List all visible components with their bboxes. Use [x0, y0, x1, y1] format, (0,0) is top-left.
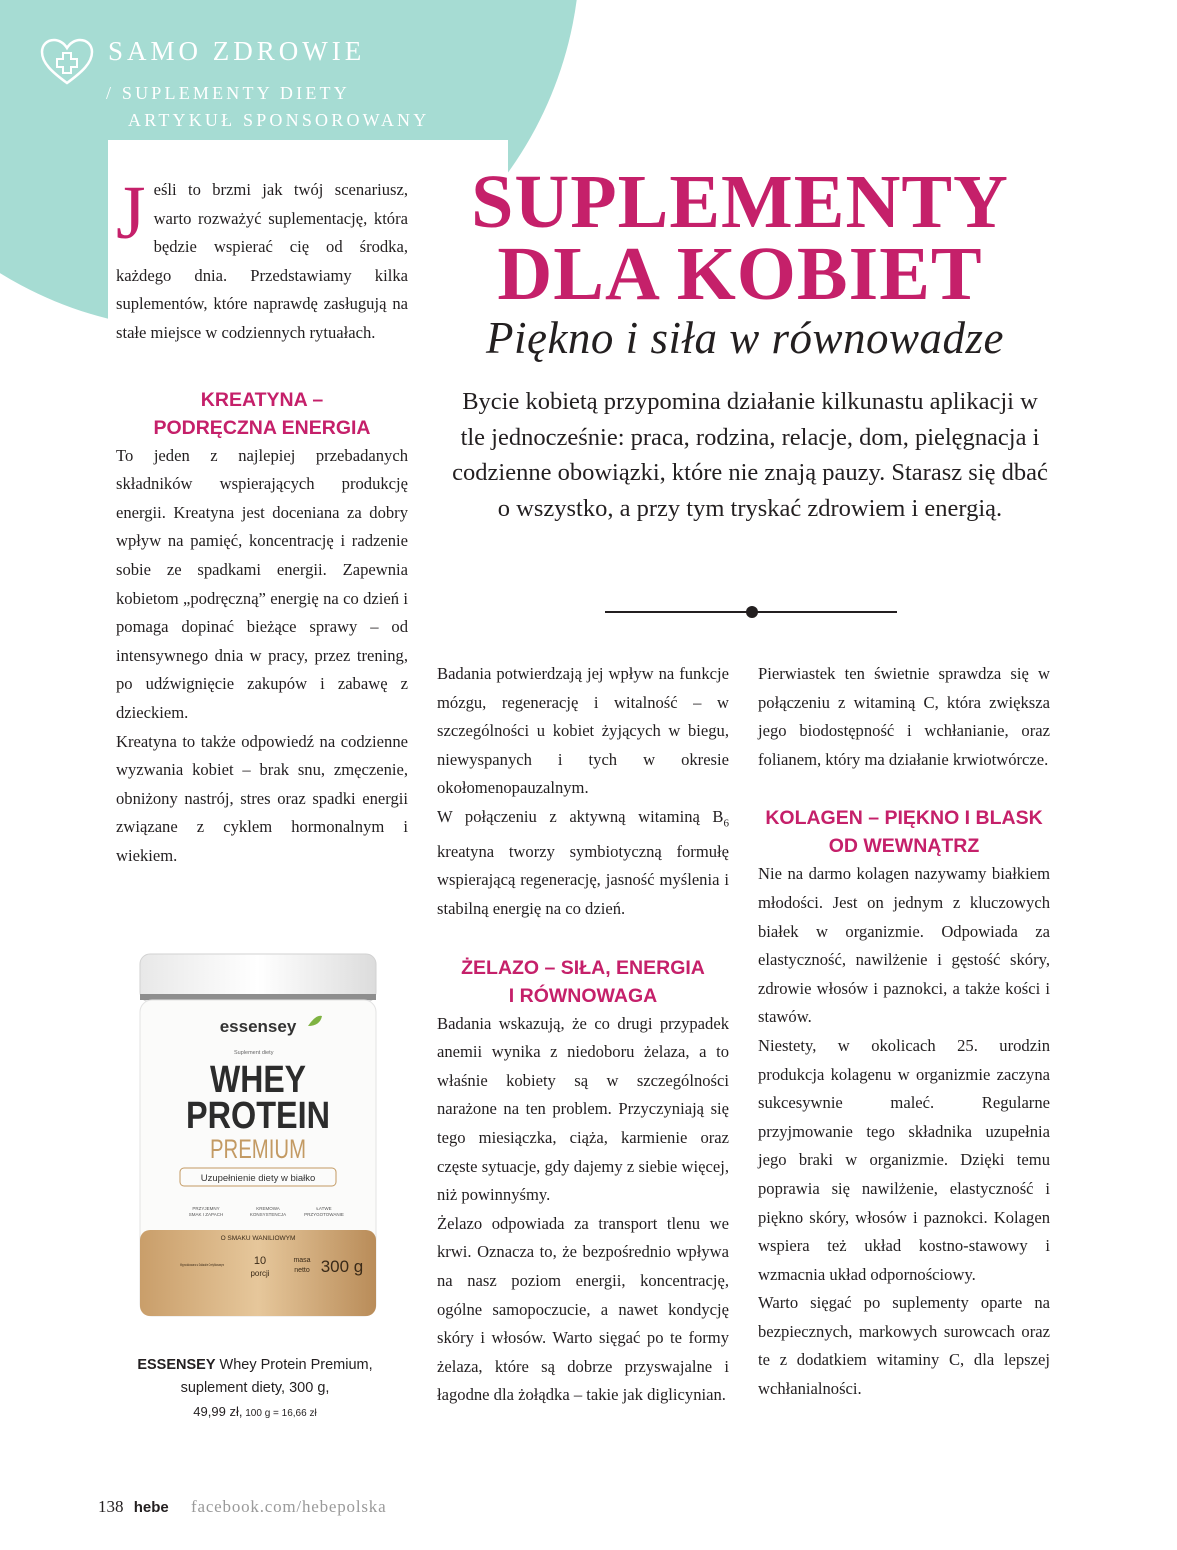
- collagen-heading: [758, 804, 1050, 860]
- product-name-line-3: PREMIUM: [210, 1134, 306, 1164]
- title-line-1: SUPLEMENTY: [471, 160, 1009, 244]
- iron-paragraph-3: Pierwiastek ten świetnie sprawdza się w połączeniu z witaminą C, która zwiększa jego biodostępność i wchłanianie, oraz folianem, który ma działanie krwiotwórcze.: [758, 664, 1050, 769]
- feature-2-line-1: KREMOWA: [256, 1206, 280, 1211]
- caption-name: Whey Protein Premium,: [215, 1357, 373, 1373]
- intro-text: eśli to brzmi jak twój scenariusz, warto rozważyć suplementację, która będzie wspierać cię od środka, każdego dnia. Przedstawiamy kilka suplementów, które naprawdę zasługują na stałe miejsce w codziennych rytuałach.: [116, 180, 408, 342]
- iron-paragraph-2: Żelazo odpowiada za transport tlenu we krwi. Oznacza to, że bezpośrednio wpływa na nasz poziom energii, koncentrację, ogólne samopoczucie, a nawet kondycję skóry i włosów. Warto sięgać po te formy żelaza, które są dobrze przyswajalne i łagodne dla żołądka – takie jak diglicynian.: [437, 1213, 729, 1405]
- product-name-line-2: PROTEIN: [186, 1095, 330, 1137]
- portions-label: porcji: [250, 1269, 270, 1278]
- caption-line-1: [110, 1354, 400, 1377]
- feature-2-line-2: KONSYSTENCJA: [249, 1212, 287, 1217]
- collagen-paragraph-3: Warto sięgać po suplementy oparte na bezpiecznych, markowych surowcach oraz te z dodatkiem witaminy C, dla lepszej wchłanialności.: [758, 1293, 1050, 1399]
- lead-paragraph: Bycie kobietą przypomina działanie kilkunastu aplikacji w tle jednocześnie: praca, rodzina, relacje, dom, pielęgnacja i codzienne obowiązki, które nie znają pauzy. Starasz się dbać o wszystko, a przy tym tryskać zdrowiem i energią.: [452, 388, 1048, 522]
- product-image: [138, 948, 378, 1320]
- caption-brand: ESSENSEY: [137, 1357, 216, 1373]
- creatine-p4-post: kreatyna tworzy symbiotyczną formułę wspierającą regenerację, jasność myślenia i stabilną energię na co dzień.: [437, 841, 729, 919]
- title-line-2: DLA KOBIET: [497, 232, 983, 316]
- column-2: [437, 660, 729, 1410]
- jar-lid-rim: [140, 994, 376, 1000]
- product-flavor: O SMAKU WANILIOWYM: [220, 1235, 296, 1242]
- divider-dot: [746, 606, 758, 618]
- mass-value: 300 g: [320, 1257, 364, 1276]
- page-footer: [98, 1497, 386, 1517]
- facebook-link[interactable]: facebook.com/hebepolska: [191, 1497, 387, 1516]
- iron-heading-line-1: ŻELAZO – SIŁA, ENERGIA: [461, 956, 705, 979]
- caption-line-2: suplement diety, 300 g,: [180, 1380, 330, 1396]
- creatine-heading: [116, 386, 408, 442]
- collagen-heading-line-2: OD WEWNĄTRZ: [828, 835, 980, 858]
- page-number: 138: [98, 1497, 124, 1516]
- dropcap: J: [116, 171, 146, 255]
- feature-1-line-2: SMAK I ZAPACH: [188, 1212, 224, 1217]
- section-subtitle: [106, 80, 429, 134]
- product-brand-logo: essensey: [219, 1017, 297, 1036]
- sponsored-label: ARTYKUŁ SPONSOROWANY: [128, 110, 430, 130]
- feature-1-line-1: PRZYJEMNY: [192, 1206, 220, 1211]
- product-name-line-1: WHEY: [210, 1059, 306, 1101]
- mass-label-1: masa: [293, 1257, 311, 1264]
- mass-label-2: netto: [294, 1267, 310, 1274]
- collagen-paragraph-1: Nie na darmo kolagen nazywamy białkiem młodości. Jest on jednym z kluczowych białek w organizmie. Odpowiada za elastyczność, nawilżenie i gęstość skóry, zdrowie włosów i paznokci, a także kości i stawów.: [758, 864, 1050, 1027]
- hebe-logo: hebe: [133, 1499, 169, 1516]
- intro-paragraph: [116, 171, 408, 348]
- creatine-p4-pre: W połączeniu z aktywną witaminą B: [437, 806, 724, 826]
- product-cert: Wyprodukowano w Zakładzie Certyfikowanym: [180, 1262, 225, 1267]
- feature-3-line-2: PRZYGOTOWANIE: [304, 1212, 344, 1217]
- section-title: SAMO ZDROWIE: [108, 36, 366, 66]
- article-subtitle: Piękno i siła w równowadze: [486, 313, 1004, 363]
- collagen-heading-line-1: KOLAGEN – PIĘKNO I BLASK: [765, 807, 1043, 830]
- caption-price-line: [110, 1400, 400, 1425]
- creatine-paragraph-1: To jeden z najlepiej przebadanych składników wspierających produkcję energii. Kreatyna jest doceniana za dobry wpływ na pamięć, koncentrację i radzenie sobie ze spadkami energii. Zapewnia kobietom „podręczną” energię na co dzień i pomaga dopinać bieżące sprawy – od intensywnego dnia w pracy, przez trening, po udźwignięcie zakupów i zabawę z dzieckiem.: [116, 445, 408, 722]
- vitamin-subscript: 6: [723, 817, 729, 830]
- creatine-heading-line-2: PODRĘCZNA ENERGIA: [153, 416, 371, 439]
- creatine-paragraph-2: Kreatyna to także odpowiedź na codzienne wyzwania kobiet – brak snu, zmęczenie, obniżony nastrój, stres oraz spadki energii związane z cyklem hormonalnym i wiekiem.: [116, 731, 408, 865]
- creatine-paragraph-4: [437, 803, 729, 924]
- feature-3-line-1: ŁATWE: [316, 1206, 332, 1211]
- product-small-label: Suplement diety: [234, 1050, 274, 1056]
- creatine-paragraph-3: Badania potwierdzają jej wpływ na funkcje mózgu, regenerację i witalność – w szczególności u kobiet żyjących w biegu, niewyspanych i tych w okresie okołomenopauzalnym.: [437, 664, 729, 798]
- iron-heading: [437, 954, 729, 1010]
- creatine-heading-line-1: KREATYNA –: [200, 388, 324, 411]
- product-caption: [110, 1354, 400, 1425]
- caption-unit-price: 100 g = 16,66 zł: [242, 1408, 317, 1419]
- column-1: [116, 171, 408, 870]
- column-3: [758, 660, 1050, 1404]
- article-title: [470, 160, 1010, 316]
- divider: [605, 608, 897, 616]
- iron-heading-line-2: I RÓWNOWAGA: [508, 984, 658, 1007]
- caption-price: 49,99 zł,: [193, 1404, 243, 1419]
- heart-cross-icon: [38, 36, 96, 88]
- product-tagline: Uzupełnienie diety w białko: [200, 1173, 316, 1184]
- iron-paragraph-1: Badania wskazują, że co drugi przypadek anemii wynika z niedoboru żelaza, a to właśnie kobiety są w szczególności narażone na ten problem. Przyczyniają się tego miesiączka, ciąża, karmienie oraz częste sytuacje, gdy dajemy z siebie więcej, niż powinnyśmy.: [437, 1013, 729, 1205]
- portions-number: 10: [253, 1255, 267, 1267]
- collagen-paragraph-2: Niestety, w okolicach 25. urodzin produkcja kolagenu w organizmie zaczyna sukcesywnie maleć. Regularne przyjmowanie tego składnika uzupełnia jego braki w organizmie. Dzięki temu poprawia się nawilżenie, elastyczność i piękno skóry, włosów i paznokci. Kolagen wspiera też układ kostno-stawowy i wzmacnia układ odpornościowy.: [758, 1035, 1050, 1284]
- subsection-label: / SUPLEMENTY DIETY: [106, 83, 350, 103]
